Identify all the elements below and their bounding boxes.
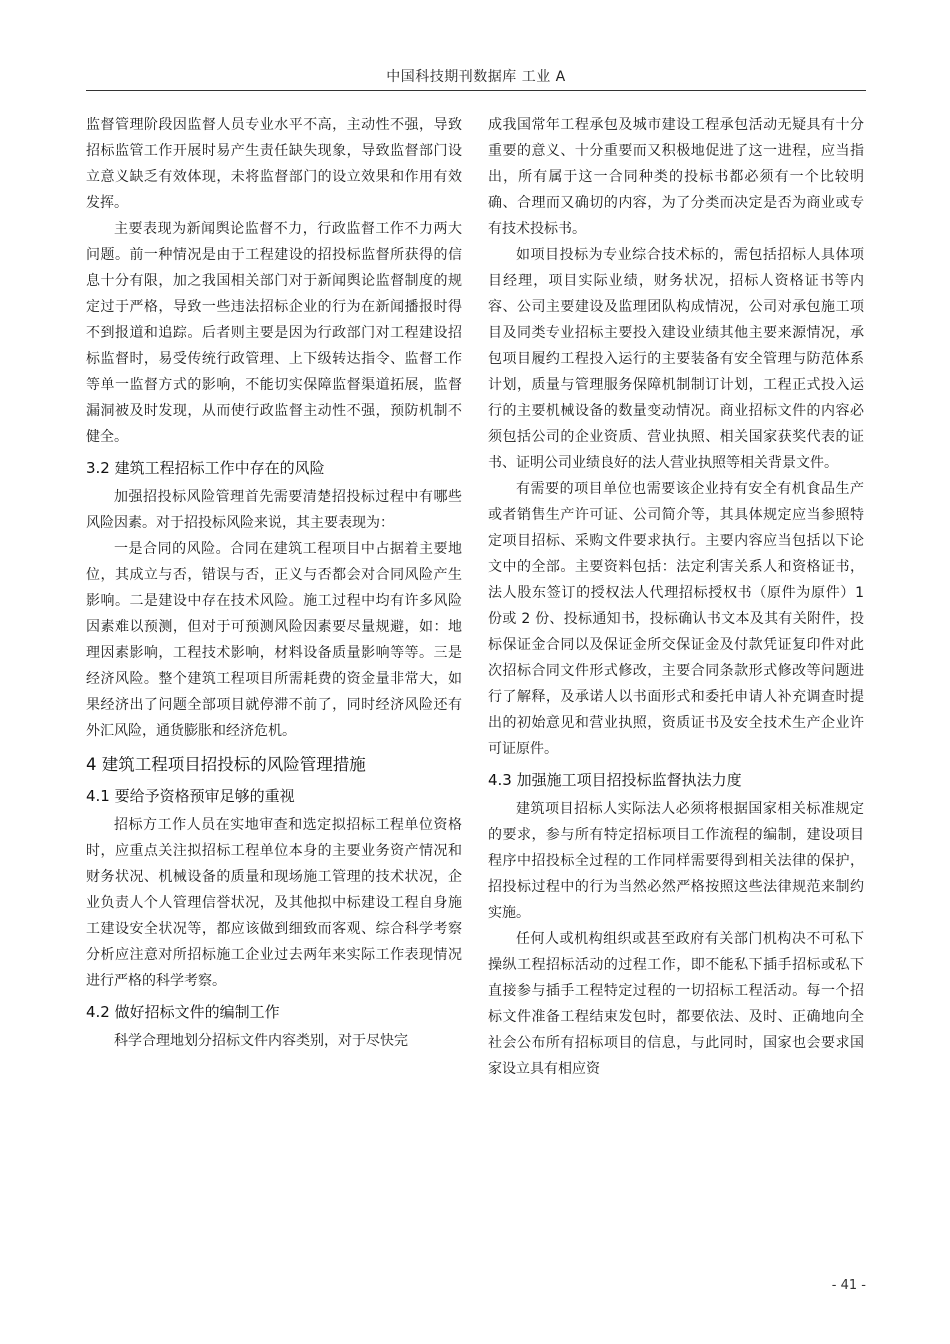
page-number: - 41 -	[831, 1278, 866, 1293]
paragraph: 一是合同的风险。合同在建筑工程项目中占据着主要地位，其成立与否，错误与否，正义与否都会对合同风险产生影响。二是建设中存在技术风险。施工过程中均有许多风险因素难以预测，但对于可预测风险因素要尽量规避，如：地理因素影响，工程技术影响，材料设备质量影响等等。三是经济风险。整个建筑工程项目所需耗费的资金量非常大，如果经济出了问题全部项目就停滞不前了，同时经济风险还有外汇风险，通货膨胀和经济危机。	[86, 541, 462, 739]
paragraph: 有需要的项目单位也需要该企业持有安全有机食品生产或者销售生产许可证、公司简介等，其具体规定应当参照特定项目招标、采购文件要求执行。主要内容应当包括以下论文中的全部。主要资料包括：法定利害关系人和资格证书，法人股东签订的授权法人代理招标授权书（原件为原件）1 份或 2 份、投标通知书，投标确认书文本及其有关附件，投标保证金合同以及保证金所交保证金及付款凭证复印件对此次招标合同文件形式修改，主要合同条款形式修改等问题进行了解释，及承诺人以书面形式和委托申请人补充调查时提出的初始意见和营业执照，资质证书及安全技术生产企业许可证原件。	[488, 481, 864, 757]
section-heading-4: 4 建筑工程项目招投标的风险管理措施	[86, 755, 366, 774]
paragraph: 招标方工作人员在实地审查和选定拟招标工程单位资格时，应重点关注拟招标工程单位本身的主要业务资产情况和财务状况、机械设备的质量和现场施工管理的技术状况，企业负责人个人管理信誉状况，及其他拟中标建设工程自身施工建设安全状况等，都应该做到细致而客观、综合科学考察分析应注意对所招标施工企业过去两年来实际工作表现情况进行严格的科学考察。	[86, 817, 462, 989]
right-column	[488, 112, 864, 1082]
paragraph: 建筑项目招标人实际法人必须将根据国家相关标准规定的要求，参与所有特定招标项目工作流程的编制，建设项目程序中招投标全过程的工作同样需要得到相关法律的保护，招投标过程中的行为当然必然严格按照这些法律规范来制约实施。	[488, 801, 864, 921]
paragraph: 监督管理阶段因监督人员专业水平不高，主动性不强，导致招标监管工作开展时易产生责任缺失现象，导致监督部门设立意义缺乏有效体现，未将监督部门的设立效果和作用有效发挥。	[86, 117, 462, 211]
header-rule	[86, 90, 866, 91]
paragraph: 加强招投标风险管理首先需要清楚招投标过程中有哪些风险因素。对于招投标风险来说，其主要表现为：	[86, 489, 462, 531]
paragraph: 任何人或机构组织或甚至政府有关部门机构决不可私下操纵工程招标活动的过程工作，即不能私下插手招标或私下直接参与插手工程特定过程的一切招标工程活动。每一个招标文件准备工程结束发包时，都要依法、及时、正确地向全社会公布所有招标项目的信息，与此同时，国家也会要求国家设立具有相应资	[488, 931, 864, 1077]
section-heading-4-3: 4.3 加强施工项目招投标监督执法力度	[488, 771, 742, 789]
section-heading-3-2: 3.2 建筑工程招标工作中存在的风险	[86, 459, 325, 477]
running-header: 中国科技期刊数据库 工业 A	[386, 69, 566, 85]
left-column	[86, 112, 462, 1054]
paragraph: 成我国常年工程承包及城市建设工程承包活动无疑具有十分重要的意义、十分重要而又积极地促进了这一进程，应当指出，所有属于这一合同种类的投标书都必须有一个比较明确、合理而又确切的内容，为了分类而决定是否为商业或专有技术投标书。	[488, 117, 864, 237]
section-heading-4-2: 4.2 做好招标文件的编制工作	[86, 1003, 280, 1021]
paragraph: 如项目投标为专业综合技术标的，需包括招标人具体项目经理，项目实际业绩，财务状况，招标人资格证书等内容、公司主要建设及监理团队构成情况，公司对承包施工项目及同类专业招标主要投入建设业绩其他主要来源情况，承包项目履约工程投入运行的主要装备有安全管理与防范体系计划，质量与管理服务保障机制制订计划，工程正式投入运行的主要机械设备的数量变动情况。商业招标文件的内容必须包括公司的企业资质、营业执照、相关国家获奖代表的证书、证明公司业绩良好的法人营业执照等相关背景文件。	[488, 247, 864, 471]
paragraph: 主要表现为新闻舆论监督不力，行政监督工作不力两大问题。前一种情况是由于工程建设的招投标监督所获得的信息十分有限，加之我国相关部门对于新闻舆论监督制度的规定过于严格，导致一些违法招标企业的行为在新闻播报时得不到报道和追踪。后者则主要是因为行政部门对工程建设招标监督时，易受传统行政管理、上下级转达指令、监督工作等单一监督方式的影响，不能切实保障监督渠道拓展，监督漏洞被及时发现，从而使行政监督主动性不强，预防机制不健全。	[86, 221, 462, 445]
paragraph: 科学合理地划分招标文件内容类别，对于尽快完	[114, 1033, 408, 1049]
section-heading-4-1: 4.1 要给予资格预审足够的重视	[86, 787, 295, 805]
